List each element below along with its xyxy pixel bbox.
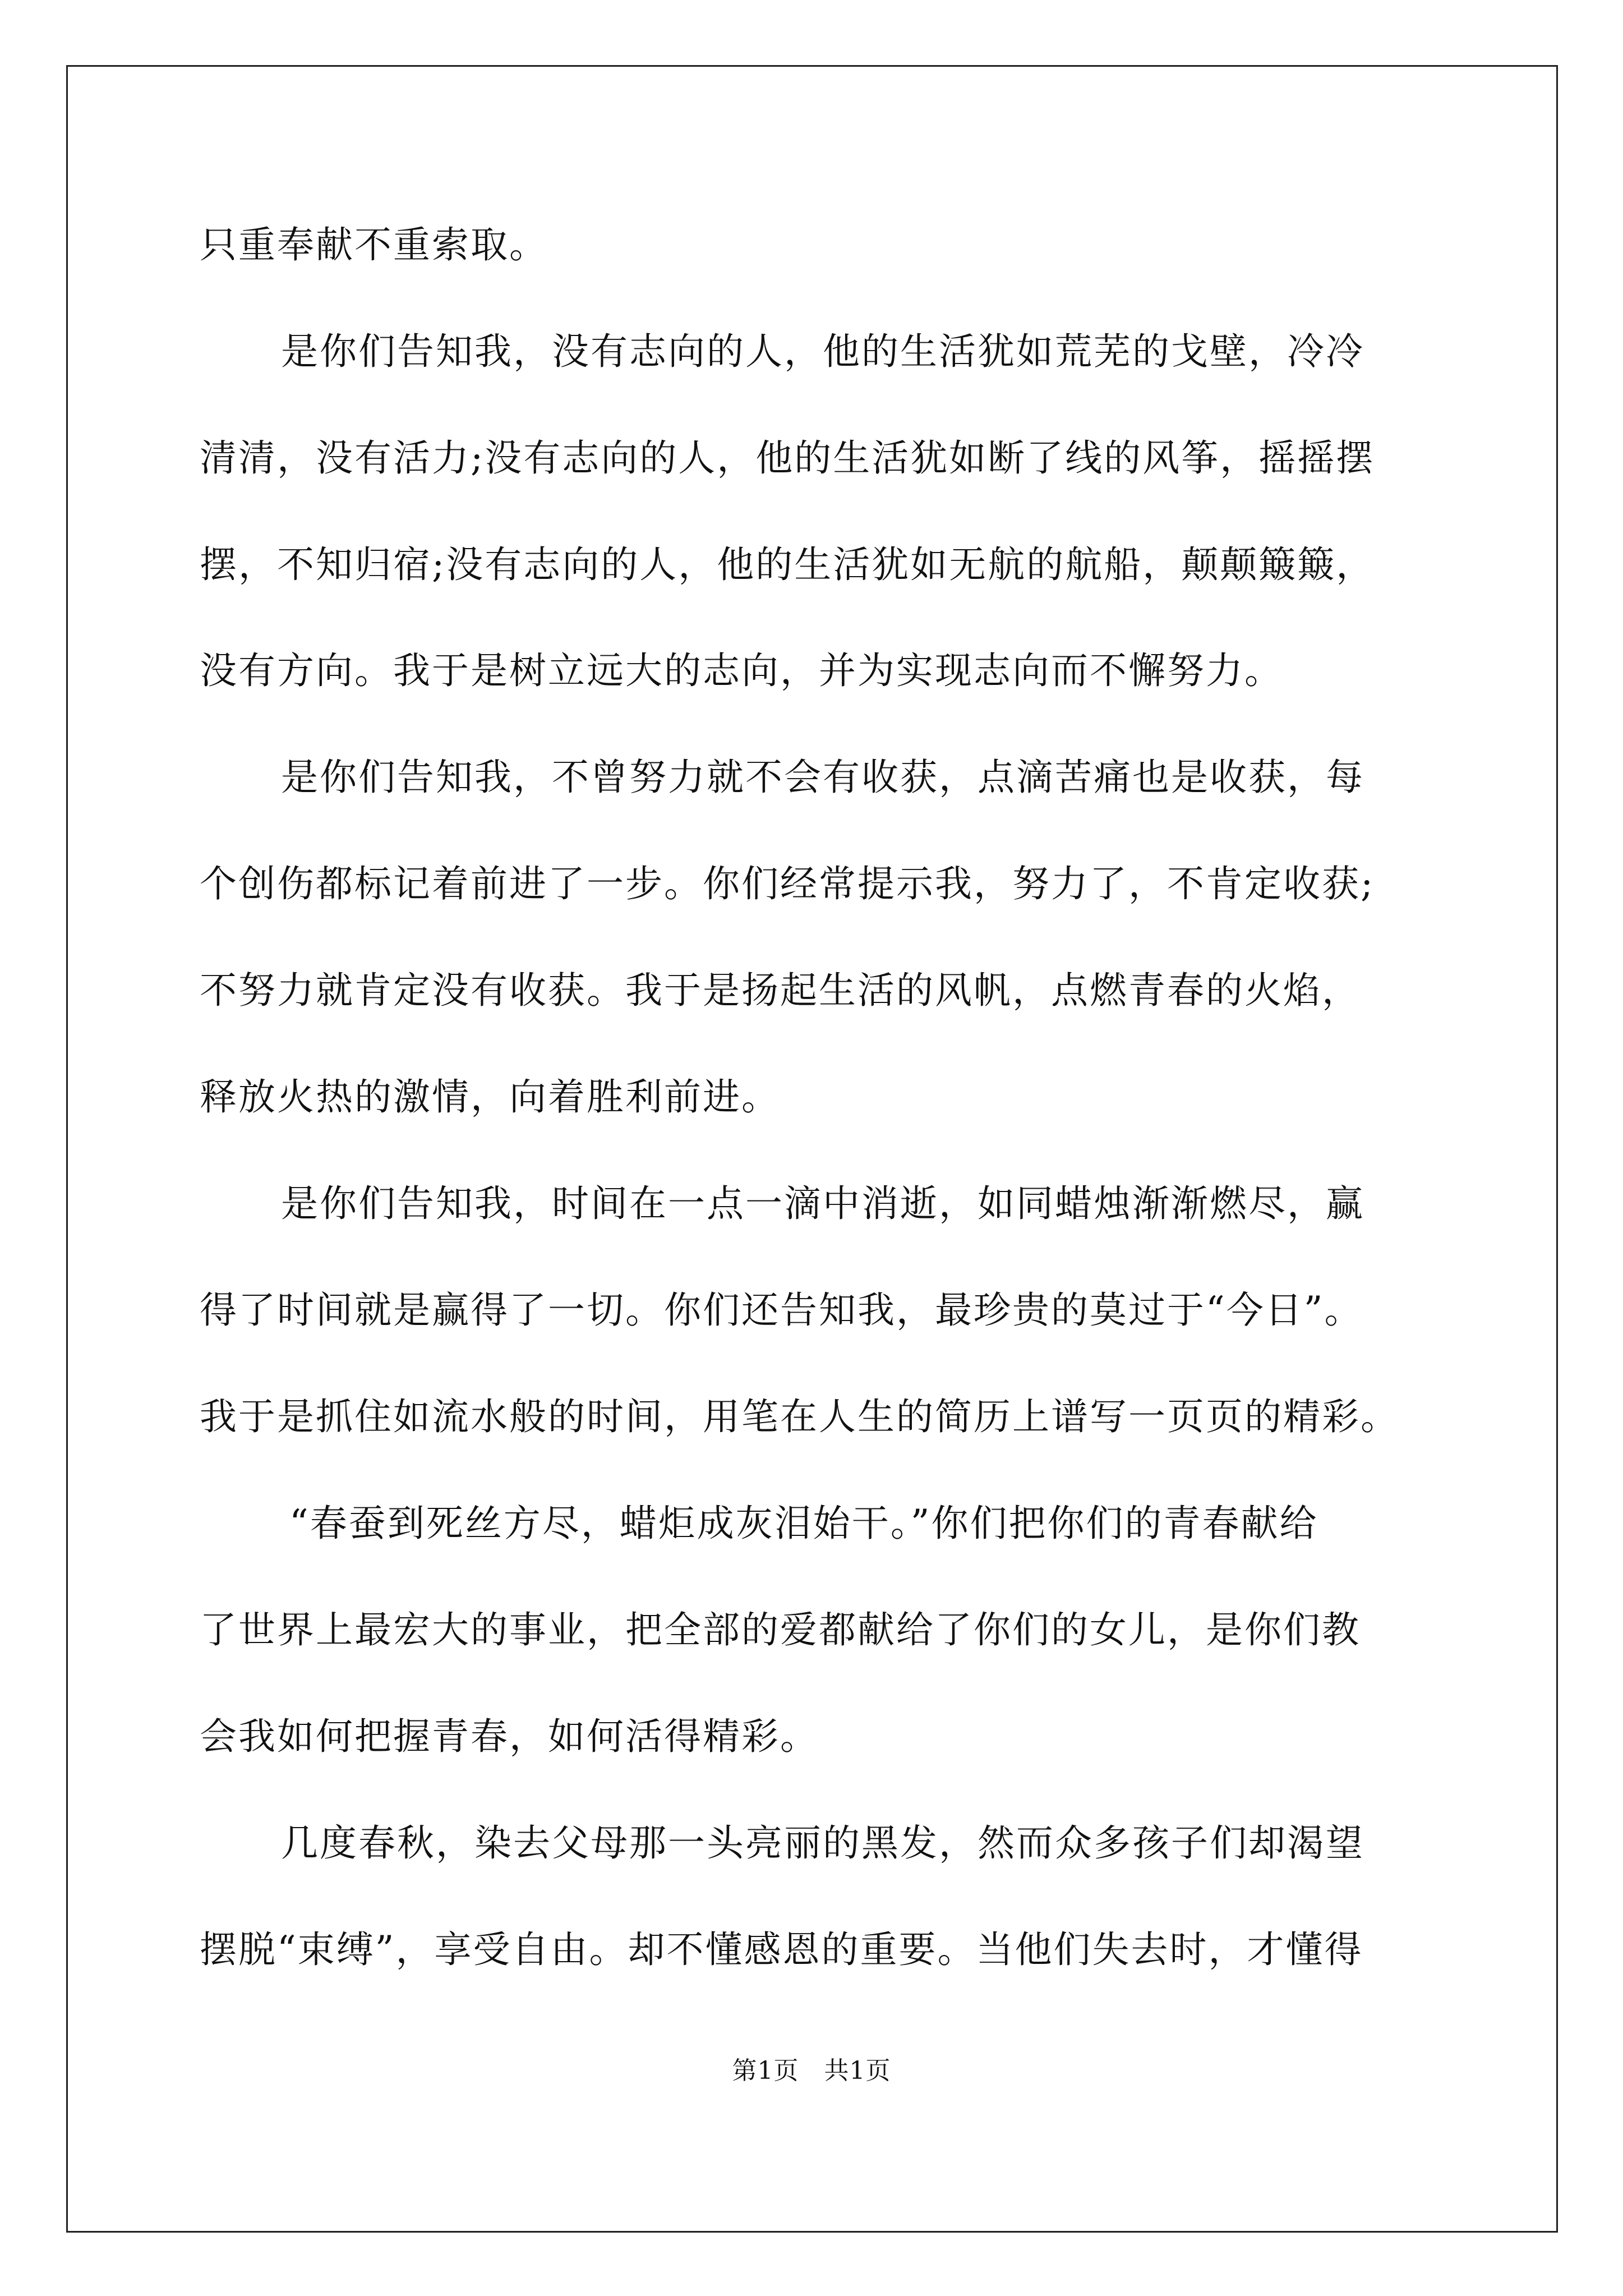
text-line-14: 了世界上最宏大的事业，把全部的爱都献给了你们的女儿，是你们教	[200, 1608, 1361, 1651]
page-number: 第1页	[732, 2056, 799, 2085]
text-line-5: 没有方向。我于是树立远大的志向，并为实现志向而不懈努力。	[200, 649, 1283, 692]
text-line-13: “春蚕到死丝方尽，蜡炬成灰泪始干。”你们把你们的青春献给	[289, 1502, 1318, 1545]
text-line-17: 摆脱“束缚”，享受自由。却不懂感恩的重要。当他们失去时，才懂得	[200, 1928, 1363, 1971]
text-line-4: 摆，不知归宿;没有志向的人，他的生活犹如无航的航船，颠颠簸簸，	[200, 543, 1375, 586]
text-line-8: 不努力就肯定没有收获。我于是扬起生活的风帆，点燃青春的火焰，	[200, 969, 1361, 1012]
text-line-12: 我于是抓住如流水般的时间，用笔在人生的简历上谱写一页页的精彩。	[200, 1395, 1399, 1438]
text-line-11: 得了时间就是赢得了一切。你们还告知我，最珍贵的莫过于“今日”。	[200, 1289, 1363, 1332]
text-line-10: 是你们告知我，时间在一点一滴中消逝，如同蜡烛渐渐燃尽，赢	[281, 1182, 1364, 1225]
text-line-15: 会我如何把握青春，如何活得精彩。	[200, 1715, 819, 1758]
text-line-2: 是你们告知我，没有志向的人，他的生活犹如荒芜的戈壁，冷冷	[281, 330, 1364, 373]
text-line-1: 只重奉献不重索取。	[200, 223, 548, 266]
text-line-3: 清清，没有活力;没有志向的人，他的生活犹如断了线的风筝，摇摇摆	[200, 436, 1375, 480]
text-line-7: 个创伤都标记着前进了一步。你们经常提示我，努力了，不肯定收获;	[200, 862, 1375, 905]
text-line-9: 释放火热的激情，向着胜利前进。	[200, 1075, 780, 1119]
page-border	[66, 65, 1558, 2233]
text-line-6: 是你们告知我，不曾努力就不会有收获，点滴苦痛也是收获，每	[281, 756, 1364, 799]
page-footer	[0, 2055, 1623, 2087]
page-total: 共1页	[824, 2056, 891, 2085]
text-line-16: 几度春秋，染去父母那一头亮丽的黑发，然而众多孩子们却渴望	[281, 1821, 1364, 1865]
